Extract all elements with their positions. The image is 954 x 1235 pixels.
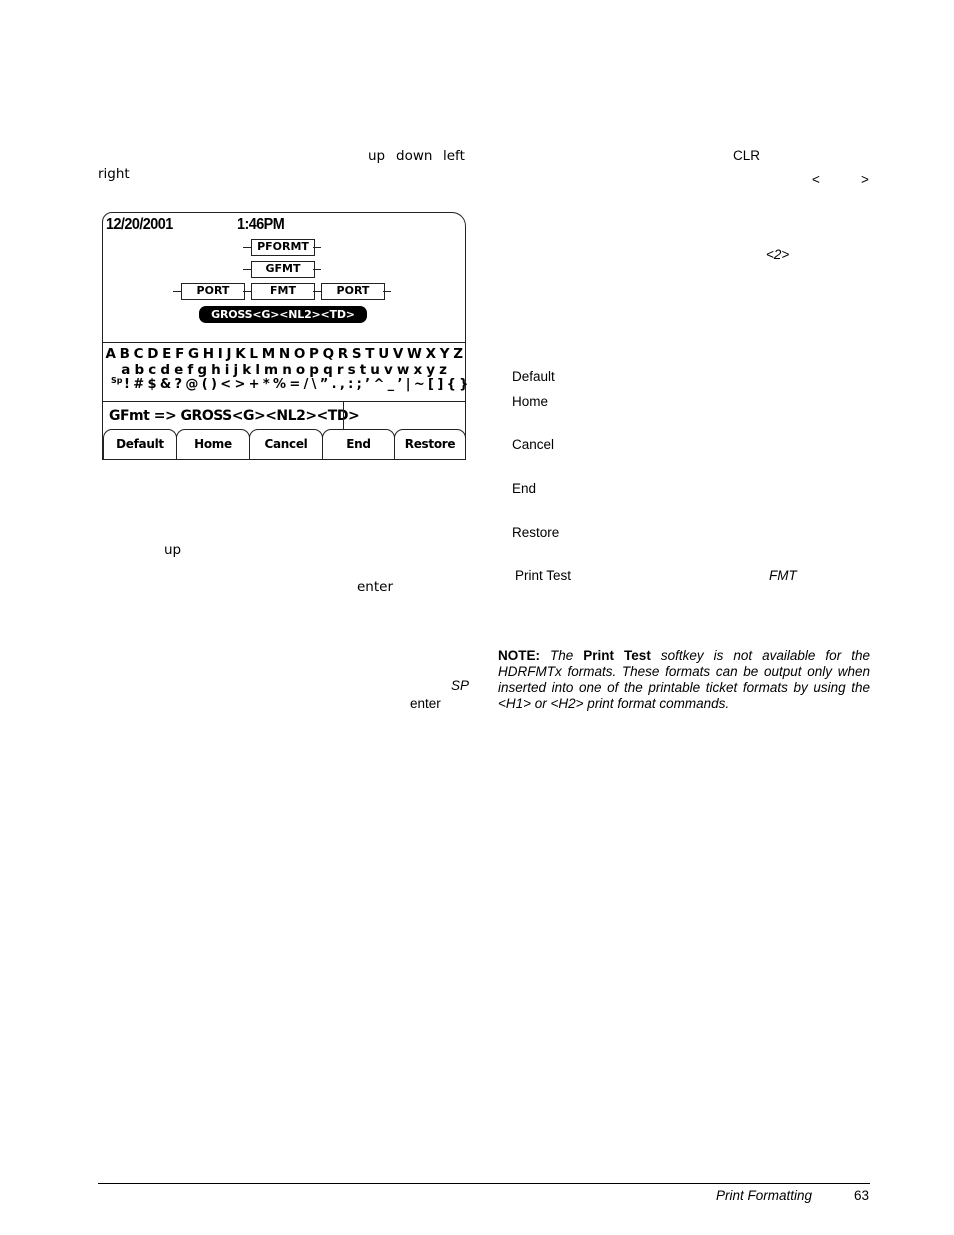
kw-2: <2> [766, 247, 790, 262]
menu-fmt[interactable]: FMT [251, 283, 315, 300]
kw-down: down [396, 148, 433, 164]
menu-pformt[interactable]: PFORMT [251, 239, 315, 256]
menu-gfmt[interactable]: GFMT [251, 261, 315, 278]
menu-port-left[interactable]: PORT [181, 283, 245, 300]
alphabet-lower[interactable]: a b c d e f g h i j k l m n o p q r s t u v w x y z [121, 362, 447, 378]
screen-date: 12/20/2001 [106, 216, 173, 233]
note-paragraph [498, 648, 870, 712]
note-text-2: softkey is not available for the HDRFMTx formats. These formats can be output only when inserted into one of the printable ticket formats by using the <H1> or <H2> print format commands. [498, 648, 870, 711]
softkey-default[interactable]: Default [103, 429, 177, 459]
kw-home: Home [512, 394, 549, 409]
kw-end: End [512, 481, 537, 496]
kw-up-2: up [164, 542, 182, 558]
kw-fmt: FMT [769, 568, 797, 583]
menu-selected-item[interactable]: GROSS<G><NL2><TD><NL> [199, 306, 367, 323]
page-number: 63 [854, 1188, 870, 1203]
kw-up: up [368, 148, 386, 164]
softkey-end[interactable]: End [322, 429, 395, 459]
kw-lt: < [812, 172, 820, 187]
edit-line[interactable]: GFmt => GROSS<G><NL2><TD> [109, 408, 360, 424]
kw-restore: Restore [512, 525, 560, 540]
softkey-home[interactable]: Home [176, 429, 250, 459]
alphabet-symbols[interactable]: ! # $ & ? @ ( ) < > + * % = / \ ” . , : ; ’ ^ _ ’ | ~ [ ] { } [124, 377, 468, 392]
alphabet-upper[interactable]: A B C D E F G H I J K L M N O P Q R S T U V W X Y Z [105, 346, 463, 362]
kw-enter: enter [357, 579, 394, 595]
footer-section: Print Formatting [716, 1188, 813, 1203]
kw-cancel: Cancel [512, 437, 555, 452]
kw-left: left [443, 148, 465, 164]
kw-clr: CLR [733, 148, 761, 163]
note-bold: Print Test [583, 648, 651, 663]
kw-sp: SP [451, 678, 470, 693]
display-screen [102, 212, 466, 460]
softkey-cancel[interactable]: Cancel [249, 429, 323, 459]
kw-print-test: Print Test [515, 568, 572, 583]
footer-rule [98, 1183, 870, 1184]
menu-port-right[interactable]: PORT [321, 283, 385, 300]
kw-default: Default [512, 369, 555, 384]
kw-enter-2: enter [410, 696, 441, 711]
kw-gt: > [861, 172, 869, 187]
note-label: NOTE: [498, 648, 540, 663]
kw-right: right [98, 166, 130, 182]
screen-time: 1:46PM [237, 216, 285, 233]
softkey-restore[interactable]: Restore [394, 429, 466, 459]
note-text-1: The [550, 648, 574, 663]
space-key[interactable]: Sp [111, 376, 123, 385]
